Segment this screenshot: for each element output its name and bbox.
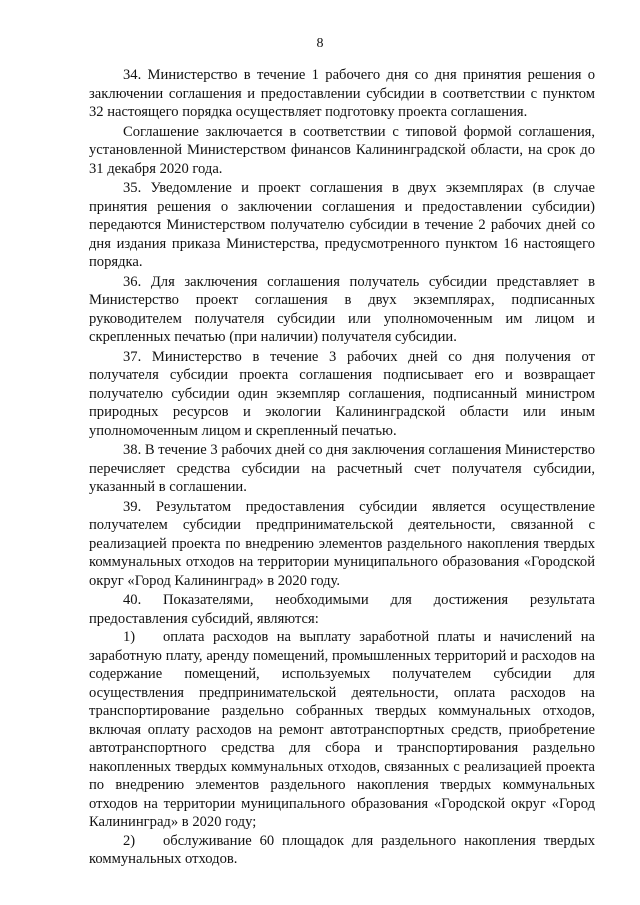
list-item-text: обслуживание 60 площадок для раздельного накопления твердых коммунальных отходов.	[89, 832, 595, 867]
paragraph-39: 39. Результатом предоставления субсидии является осуществление получателем субсидии предпринимательской деятельности, связанной с реализацией проекта по внедрению элементов раздельного накопления твердых коммунальных отходов на территории муниципального образования «Городской округ «Город Калининград» в 2020 году.	[89, 498, 595, 589]
paragraph-agreement-form: Соглашение заключается в соответствии с типовой формой соглашения, установленной Министерством финансов Калининградской области, на срок до 31 декабря 2020 года.	[89, 123, 595, 177]
list-item-number: 2)	[123, 832, 136, 849]
paragraph-37: 37. Министерство в течение 3 рабочих дней со дня получения от получателя субсидии проекта соглашения подписывает его и возвращает получателю субсидии один экземпляр соглашения, подписанный министром природных ресурсов и экологии Калининградской области или иным уполномоченным лицом и скрепленный печатью.	[89, 348, 595, 439]
paragraph-35: 35. Уведомление и проект соглашения в двух экземплярах (в случае принятия решения о заключении соглашения и предоставлении субсидии) передаются Министерством получателю субсидии в течение 2 рабочих дней со дня издания приказа Министерства, предусмотренного пунктом 16 настоящего порядка.	[89, 180, 595, 270]
page-number: 8	[316, 36, 324, 51]
list-item-number: 1)	[123, 629, 136, 645]
paragraph-40: 40. Показателями, необходимыми для достижения результата предоставления субсидий, являются:	[89, 592, 595, 627]
list-item	[89, 832, 595, 869]
paragraph-34: 34. Министерство в течение 1 рабочего дня со дня принятия решения о заключении соглашения и предоставлении субсидии в соответствии с пунктом 32 настоящего порядка осуществляет подготовку проекта соглашения.	[89, 67, 595, 120]
list-item	[89, 628, 595, 832]
paragraph-38: 38. В течение 3 рабочих дней со дня заключения соглашения Министерство перечисляет средства субсидии на расчетный счет получателя субсидии, указанный в соглашении.	[89, 442, 595, 495]
document-body	[89, 66, 595, 869]
paragraph-36: 36. Для заключения соглашения получатель субсидии представляет в Министерство проект соглашения в двух экземплярах, подписанных руководителем получателя субсидии или уполномоченным им лицом и скрепленных печатью (при наличии) получателя субсидии.	[89, 273, 595, 345]
list-item-text: оплата расходов на выплату заработной платы и начислений на заработную плату, аренду помещений, промышленных территорий и расходов на содержание помещений, используемых получателем субсидии для осуществления предпринимательской деятельности, оплата расходов на транспортирование раздельно собранных твердых коммунальных отходов, включая оплату расходов на ремонт автотранспортных средств, приобретение автотранспортного средства для сбора и транспортирования раздельно накопленных твердых коммунальных отходов, связанных с реализацией проекта по внедрению элементов раздельного накопления твердых коммунальных отходов на территории муниципального образования «Городской округ «Город Калининград» в 2020 году;	[89, 629, 595, 830]
